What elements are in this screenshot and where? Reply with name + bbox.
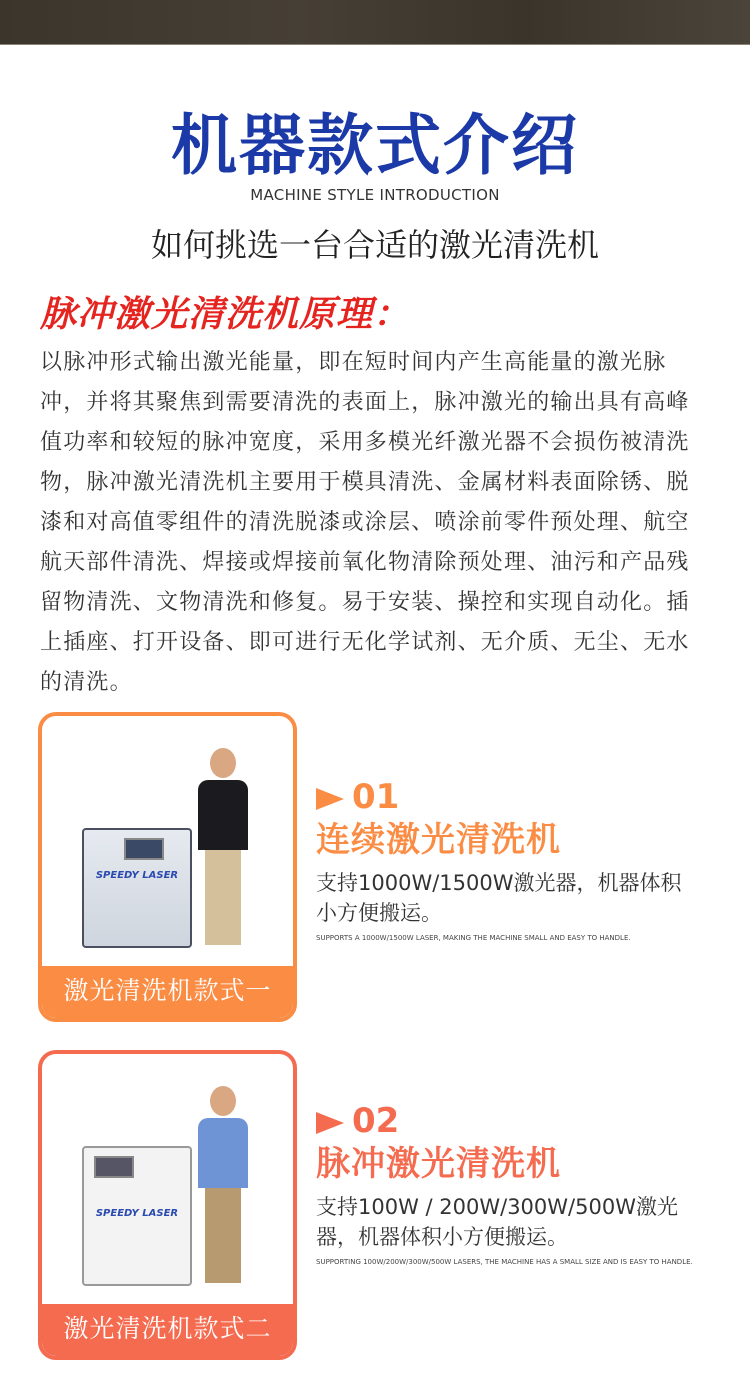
- page-subtitle-en: MACHINE STYLE INTRODUCTION: [250, 186, 500, 204]
- body-line: 漆和对高值零组件的清洗脱漆或涂层、喷涂前零件预处理、航空: [40, 510, 690, 535]
- body-line: 的清洗。: [40, 670, 133, 695]
- body-line: 值功率和较短的脉冲宽度，采用多模光纤激光器不会损伤被清洗: [40, 430, 690, 455]
- arrow-right-icon: [316, 788, 344, 810]
- machine-brand-logo: SPEEDY LASER: [95, 1208, 179, 1219]
- model-desc-line: 小方便搬运。: [316, 901, 442, 925]
- model-desc-line: 器，机器体积小方便搬运。: [316, 1225, 568, 1249]
- model-caption: 激光清洗机款式二: [42, 1304, 293, 1356]
- body-line: 上插座、打开设备、即可进行无化学试剂、无介质、无尘、无水: [40, 630, 690, 655]
- body-line: 冲，并将其聚焦到需要清洗的表面上，脉冲激光的输出具有高峰: [40, 390, 690, 415]
- machine-screen: [94, 1156, 134, 1178]
- model-number: 02: [352, 1101, 400, 1141]
- arrow-right-icon: [316, 1112, 344, 1134]
- person-image: [198, 1086, 248, 1286]
- machine-screen: [124, 838, 164, 860]
- model-card-2: [38, 1050, 297, 1360]
- principle-body: [40, 343, 720, 703]
- model-info-1: [316, 776, 682, 942]
- body-line: 留物清洗、文物清洗和修复。易于安装、操控和实现自动化。插: [40, 590, 690, 615]
- body-line: 物，脉冲激光清洗机主要用于模具清洗、金属材料表面除锈、脱: [40, 470, 690, 495]
- body-line: 以脉冲形式输出激光能量，即在短时间内产生高能量的激光脉: [40, 350, 667, 375]
- principle-heading: 脉冲激光清洗机原理：: [40, 294, 411, 335]
- machine-brand-logo: SPEEDY LASER: [95, 870, 179, 881]
- model-desc-en: SUPPORTING 100W/200W/300W/500W LASERS, THE MACHINE HAS A SMALL SIZE AND IS EASY TO HANDLE.: [316, 1258, 693, 1266]
- model-info-2: [316, 1100, 693, 1266]
- model-desc-en: SUPPORTS A 1000W/1500W LASER, MAKING THE MACHINE SMALL AND EASY TO HANDLE.: [316, 934, 631, 942]
- model-name: 连续激光清洗机: [316, 820, 561, 860]
- model-name: 脉冲激光清洗机: [316, 1144, 561, 1184]
- section-question: 如何挑选一台合适的激光清洗机: [150, 226, 599, 264]
- model-desc-line: 支持100W / 200W/300W/500W激光: [316, 1195, 678, 1219]
- top-banner-image: [0, 0, 750, 45]
- page-title: 机器款式介绍: [171, 107, 579, 184]
- body-line: 航天部件清洗、焊接或焊接前氧化物清除预处理、油污和产品残: [40, 550, 690, 575]
- model-number: 01: [352, 777, 400, 817]
- machine-image: [82, 828, 192, 948]
- model-card-1: [38, 712, 297, 1022]
- person-image: [198, 748, 248, 948]
- model-caption: 激光清洗机款式一: [42, 966, 293, 1018]
- machine-image: [82, 1146, 192, 1286]
- model-desc-line: 支持1000W/1500W激光器，机器体积: [316, 871, 682, 895]
